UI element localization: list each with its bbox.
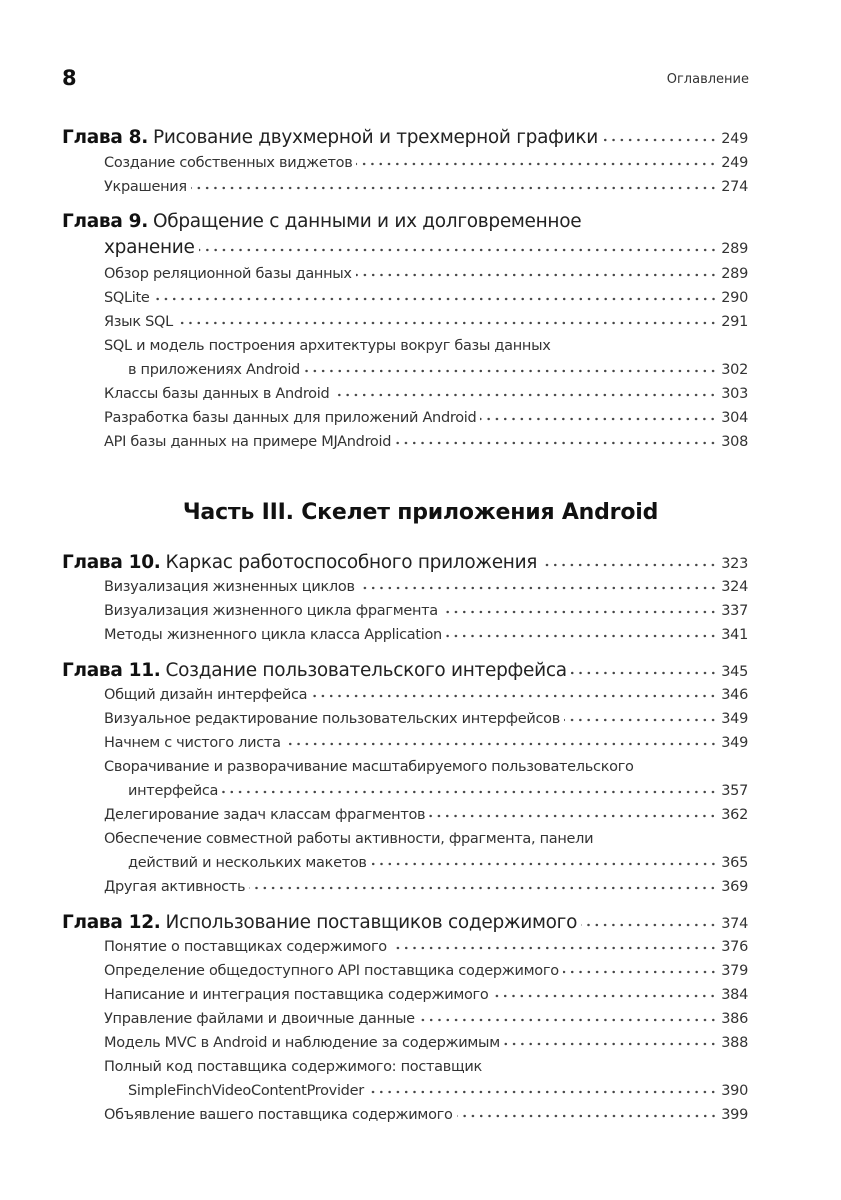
page-ref: 390 xyxy=(721,1083,748,1099)
section-title: Обзор реляционной базы данных xyxy=(104,266,352,282)
toc-section-line[interactable] xyxy=(104,1031,748,1055)
section-title: действий и нескольких макетов xyxy=(128,855,367,871)
page-ref: 399 xyxy=(721,1107,748,1123)
section-title: API базы данных на примере MJAndroid xyxy=(104,434,392,450)
page-ref: 302 xyxy=(721,362,748,378)
page-ref: 341 xyxy=(721,627,748,643)
toc-section-line[interactable] xyxy=(104,875,748,899)
section-title: Разработка базы данных для приложений Android xyxy=(104,410,477,426)
toc-chapter-line[interactable] xyxy=(104,236,748,260)
dot-leader xyxy=(571,670,717,676)
dot-leader xyxy=(359,585,718,591)
dot-leader xyxy=(446,633,717,639)
dot-leader xyxy=(177,320,717,326)
toc-section-line[interactable] xyxy=(104,334,748,358)
dot-leader xyxy=(199,247,718,253)
section-title: Визуализация жизненного цикла фрагмента xyxy=(104,603,438,619)
chapter-label: Глава 10. xyxy=(62,552,161,573)
toc-section-line[interactable] xyxy=(104,151,748,175)
section-title: Визуализация жизненных циклов xyxy=(104,579,355,595)
dot-leader xyxy=(442,609,717,615)
toc-section-line[interactable] xyxy=(128,1079,748,1103)
page-ref: 365 xyxy=(721,855,748,871)
page-ref: 369 xyxy=(721,879,748,895)
toc-section-line[interactable] xyxy=(104,623,748,647)
dot-leader xyxy=(285,741,718,747)
toc-chapter-line[interactable] xyxy=(62,659,748,683)
section-title: интерфейса xyxy=(128,783,219,799)
page-ref: 345 xyxy=(721,664,748,680)
section-title: Объявление вашего поставщика содержимого xyxy=(104,1107,453,1123)
section-title: Определение общедоступного API поставщика содержимого xyxy=(104,963,559,979)
section-title: Начнем с чистого листа xyxy=(104,735,281,751)
chapter-title: Создание пользовательского интерфейса xyxy=(165,660,567,681)
page-ref: 289 xyxy=(721,266,748,282)
dot-leader xyxy=(304,368,717,374)
part-heading: Часть III. Скелет приложения Android xyxy=(182,500,659,525)
toc-section-line[interactable] xyxy=(128,779,748,803)
dot-leader xyxy=(602,137,717,143)
page-ref: 249 xyxy=(721,155,748,171)
page-ref: 337 xyxy=(721,603,748,619)
page-ref: 379 xyxy=(721,963,748,979)
chapter-label: Глава 12. xyxy=(62,912,161,933)
section-title: SQL и модель построения архитектуры вокруг базы данных xyxy=(104,338,551,354)
toc-section-line[interactable] xyxy=(104,959,748,983)
toc-section-line[interactable] xyxy=(104,1007,748,1031)
page-ref: 384 xyxy=(721,987,748,1003)
section-title: Обеспечение совместной работы активности, фрагмента, панели xyxy=(104,831,594,847)
dot-leader xyxy=(564,717,717,723)
section-title: SimpleFinchVideoContentProvider xyxy=(128,1083,364,1099)
dot-leader xyxy=(541,562,717,568)
chapter-title: хранение xyxy=(104,237,195,258)
page-ref: 376 xyxy=(721,939,748,955)
dot-leader xyxy=(356,161,717,167)
page-ref: 290 xyxy=(721,290,748,306)
section-title: Понятие о поставщиках содержимого xyxy=(104,939,387,955)
section-title: Модель MVC в Android и наблюдение за содержимым xyxy=(104,1035,500,1051)
section-title: SQLite xyxy=(104,290,150,306)
dot-leader xyxy=(480,416,717,422)
page-ref: 304 xyxy=(721,410,748,426)
toc-section-line[interactable] xyxy=(104,286,748,310)
page-ref: 274 xyxy=(721,179,748,195)
page-ref: 324 xyxy=(721,579,748,595)
dot-leader xyxy=(492,993,717,999)
section-title: Создание собственных виджетов xyxy=(104,155,353,171)
toc-section-line[interactable] xyxy=(104,175,748,199)
section-title: Общий дизайн интерфейса xyxy=(104,687,308,703)
chapter-label: Глава 8. xyxy=(62,127,148,148)
section-title: Язык SQL xyxy=(104,314,173,330)
chapter-title: Обращение с данными и их долговременное xyxy=(152,211,582,232)
section-title: Классы базы данных в Android xyxy=(104,386,330,402)
toc-chapter-line[interactable] xyxy=(62,126,748,150)
dot-leader xyxy=(429,813,717,819)
toc-section-line[interactable] xyxy=(104,310,748,334)
toc-section-line[interactable] xyxy=(104,406,748,430)
page-ref: 308 xyxy=(721,434,748,450)
chapter-label: Глава 9. xyxy=(62,211,148,232)
dot-leader xyxy=(333,392,717,398)
chapter-label: Глава 11. xyxy=(62,660,161,681)
running-head: Оглавление xyxy=(666,72,749,87)
toc-section-line[interactable] xyxy=(104,382,748,406)
chapter-title: Каркас работоспособного приложения xyxy=(165,552,538,573)
toc-section-line[interactable] xyxy=(104,803,748,827)
toc-section-line[interactable] xyxy=(104,683,748,707)
dot-leader xyxy=(563,969,717,975)
dot-leader xyxy=(249,885,717,891)
toc-section-line[interactable] xyxy=(104,575,748,599)
dot-leader xyxy=(368,1089,717,1095)
toc-section-line[interactable] xyxy=(128,851,748,875)
toc-chapter-line[interactable] xyxy=(62,551,748,575)
section-title: в приложениях Android xyxy=(128,362,300,378)
section-title: Сворачивание и разворачивание масштабируемого пользовательского xyxy=(104,759,634,775)
page-ref: 349 xyxy=(721,735,748,751)
toc-chapter-line[interactable] xyxy=(62,911,748,935)
page-ref: 362 xyxy=(721,807,748,823)
toc-section-line[interactable] xyxy=(128,358,748,382)
toc-section-line[interactable] xyxy=(104,731,748,755)
toc-section-line[interactable] xyxy=(104,599,748,623)
dot-leader xyxy=(504,1041,717,1047)
dot-leader xyxy=(371,861,718,867)
toc-section-line[interactable] xyxy=(104,262,748,286)
dot-leader xyxy=(419,1017,717,1023)
toc-section-line[interactable] xyxy=(104,935,748,959)
toc-section-line[interactable] xyxy=(104,983,748,1007)
page-ref: 249 xyxy=(721,131,748,147)
toc-chapter-line[interactable] xyxy=(62,210,748,234)
section-title: Другая активность xyxy=(104,879,246,895)
page-ref: 346 xyxy=(721,687,748,703)
dot-leader xyxy=(311,693,717,699)
dot-leader xyxy=(395,440,717,446)
toc-section-line[interactable] xyxy=(104,827,748,851)
dot-leader xyxy=(457,1113,718,1119)
toc-section-line[interactable] xyxy=(104,1055,748,1079)
page-ref: 386 xyxy=(721,1011,748,1027)
dot-leader xyxy=(191,185,717,191)
section-title: Управление файлами и двоичные данные xyxy=(104,1011,415,1027)
section-title: Делегирование задач классам фрагментов xyxy=(104,807,426,823)
toc-section-line[interactable] xyxy=(104,430,748,454)
chapter-title: Использование поставщиков содержимого xyxy=(165,912,578,933)
page-ref: 349 xyxy=(721,711,748,727)
section-title: Визуальное редактирование пользовательских интерфейсов xyxy=(104,711,560,727)
section-title: Украшения xyxy=(104,179,187,195)
dot-leader xyxy=(581,922,717,928)
page-ref: 323 xyxy=(721,556,748,572)
dot-leader xyxy=(391,945,717,951)
toc-section-line[interactable] xyxy=(104,707,748,731)
page-ref: 374 xyxy=(721,916,748,932)
dot-leader xyxy=(154,296,718,302)
section-title: Полный код поставщика содержимого: поставщик xyxy=(104,1059,482,1075)
page-ref: 388 xyxy=(721,1035,748,1051)
page-ref: 303 xyxy=(721,386,748,402)
page-ref: 357 xyxy=(721,783,748,799)
toc-section-line[interactable] xyxy=(104,755,748,779)
page-ref: 291 xyxy=(721,314,748,330)
chapter-title: Рисование двухмерной и трехмерной графики xyxy=(152,127,598,148)
page-number: 8 xyxy=(62,66,77,90)
toc-section-line[interactable] xyxy=(104,1103,748,1127)
section-title: Написание и интеграция поставщика содержимого xyxy=(104,987,489,1003)
dot-leader xyxy=(222,789,717,795)
section-title: Методы жизненного цикла класса Application xyxy=(104,627,442,643)
page-ref: 289 xyxy=(721,241,748,257)
dot-leader xyxy=(356,272,718,278)
